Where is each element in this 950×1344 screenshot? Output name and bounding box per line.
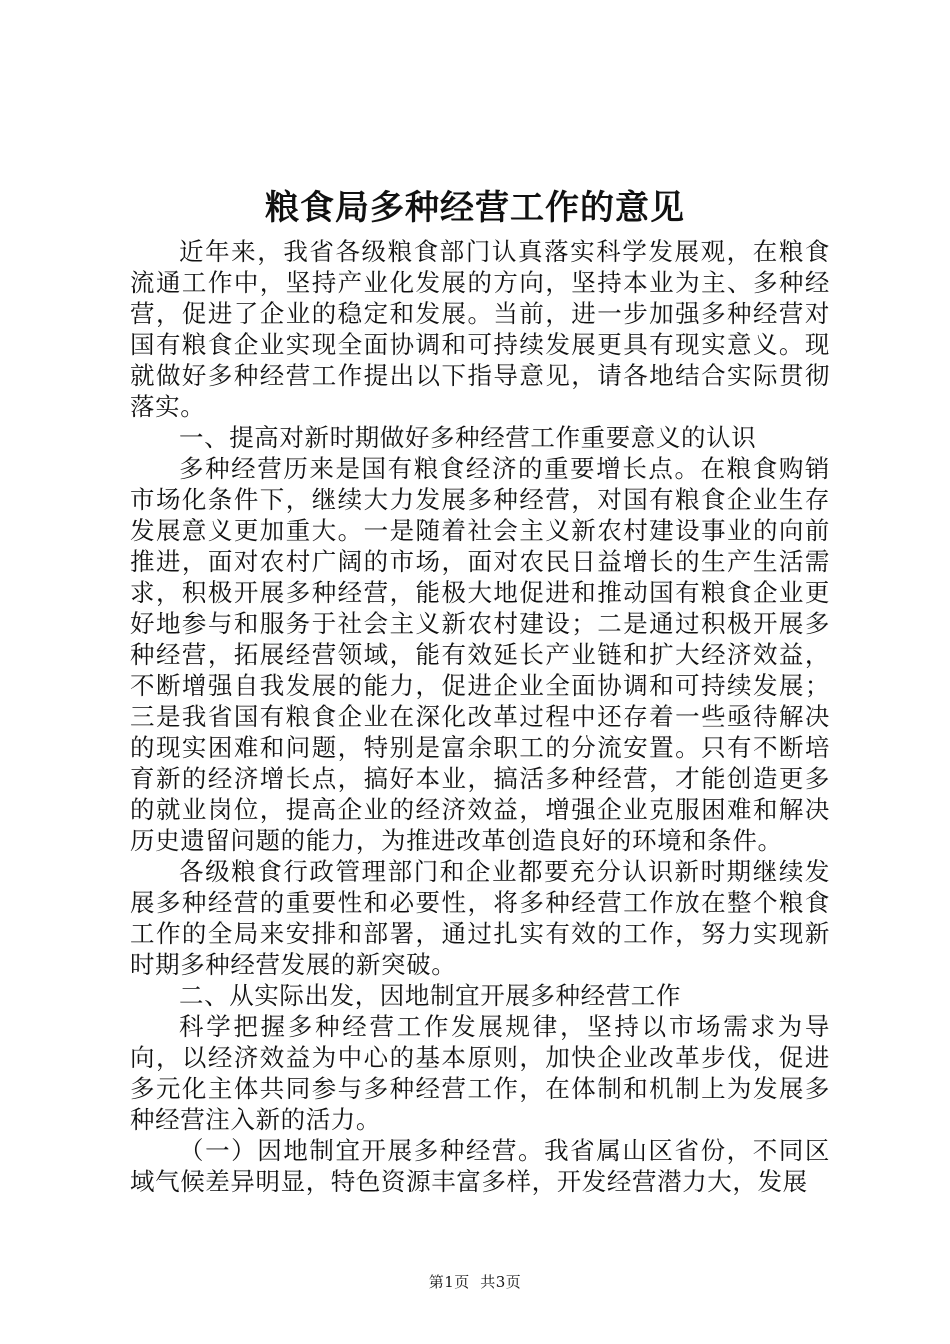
body-paragraph: 多种经营历来是国有粮食经济的重要增长点。在粮食购销市场化条件下，继续大力发展多种经营，对国有粮食企业生存发展意义更加重大。一是随着社会主义新农村建设事业的向前推进，面对农村广阔的市场，面对农民日益增长的生产生活需求，积极开展多种经营，能极大地促进和推动国有粮食企业更好地参与和服务于社会主义新农村建设；二是通过积极开展多种经营，拓展经营领域，能有效延长产业链和扩大经济效益，不断增强自我发展的能力，促进企业全面协调和可持续发展；三是我省国有粮食企业在深化改革过程中还存着一些亟待解决的现实困难和问题，特别是富余职工的分流安置。只有不断培育新的经济增长点，搞好本业，搞活多种经营，才能创造更多的就业岗位，提高企业的经济效益，增强企业克服困难和解决历史遗留问题的能力，为推进改革创造良好的环境和条件。 [130,454,830,855]
body-paragraph: 各级粮食行政管理部门和企业都要充分认识新时期继续发展多种经营的重要性和必要性，将多种经营工作放在整个粮食工作的全局来安排和部署，通过扎实有效的工作，努力实现新时期多种经营发展的新突破。 [130,857,830,979]
body-paragraph: 科学把握多种经营工作发展规律，坚持以市场需求为导向，以经济效益为中心的基本原则，加快企业改革步伐，促进多元化主体共同参与多种经营工作，在体制和机制上为发展多种经营注入新的活力。 [130,1012,830,1134]
page-number: 第1页 共3页 [428,1273,522,1291]
intro-paragraph: 近年来，我省各级粮食部门认真落实科学发展观，在粮食流通工作中，坚持产业化发展的方向，坚持本业为主、多种经营，促进了企业的稳定和发展。当前，进一步加强多种经营对国有粮食企业实现全面协调和可持续发展更具有现实意义。现就做好多种经营工作提出以下指导意见，请各地结合实际贯彻落实。 [130,237,830,421]
page-footer [0,1272,950,1292]
document-body [130,236,830,1197]
document-title: 粮食局多种经营工作的意见 [265,188,685,228]
section-heading-1: 一、提高对新时期做好多种经营工作重要意义的认识 [179,423,757,452]
section-heading-2: 二、从实际出发，因地制宜开展多种经营工作 [179,981,681,1010]
body-paragraph: （一）因地制宜开展多种经营。我省属山区省份，不同区域气候差异明显，特色资源丰富多样，开发经营潜力大，发展 [130,1136,830,1196]
